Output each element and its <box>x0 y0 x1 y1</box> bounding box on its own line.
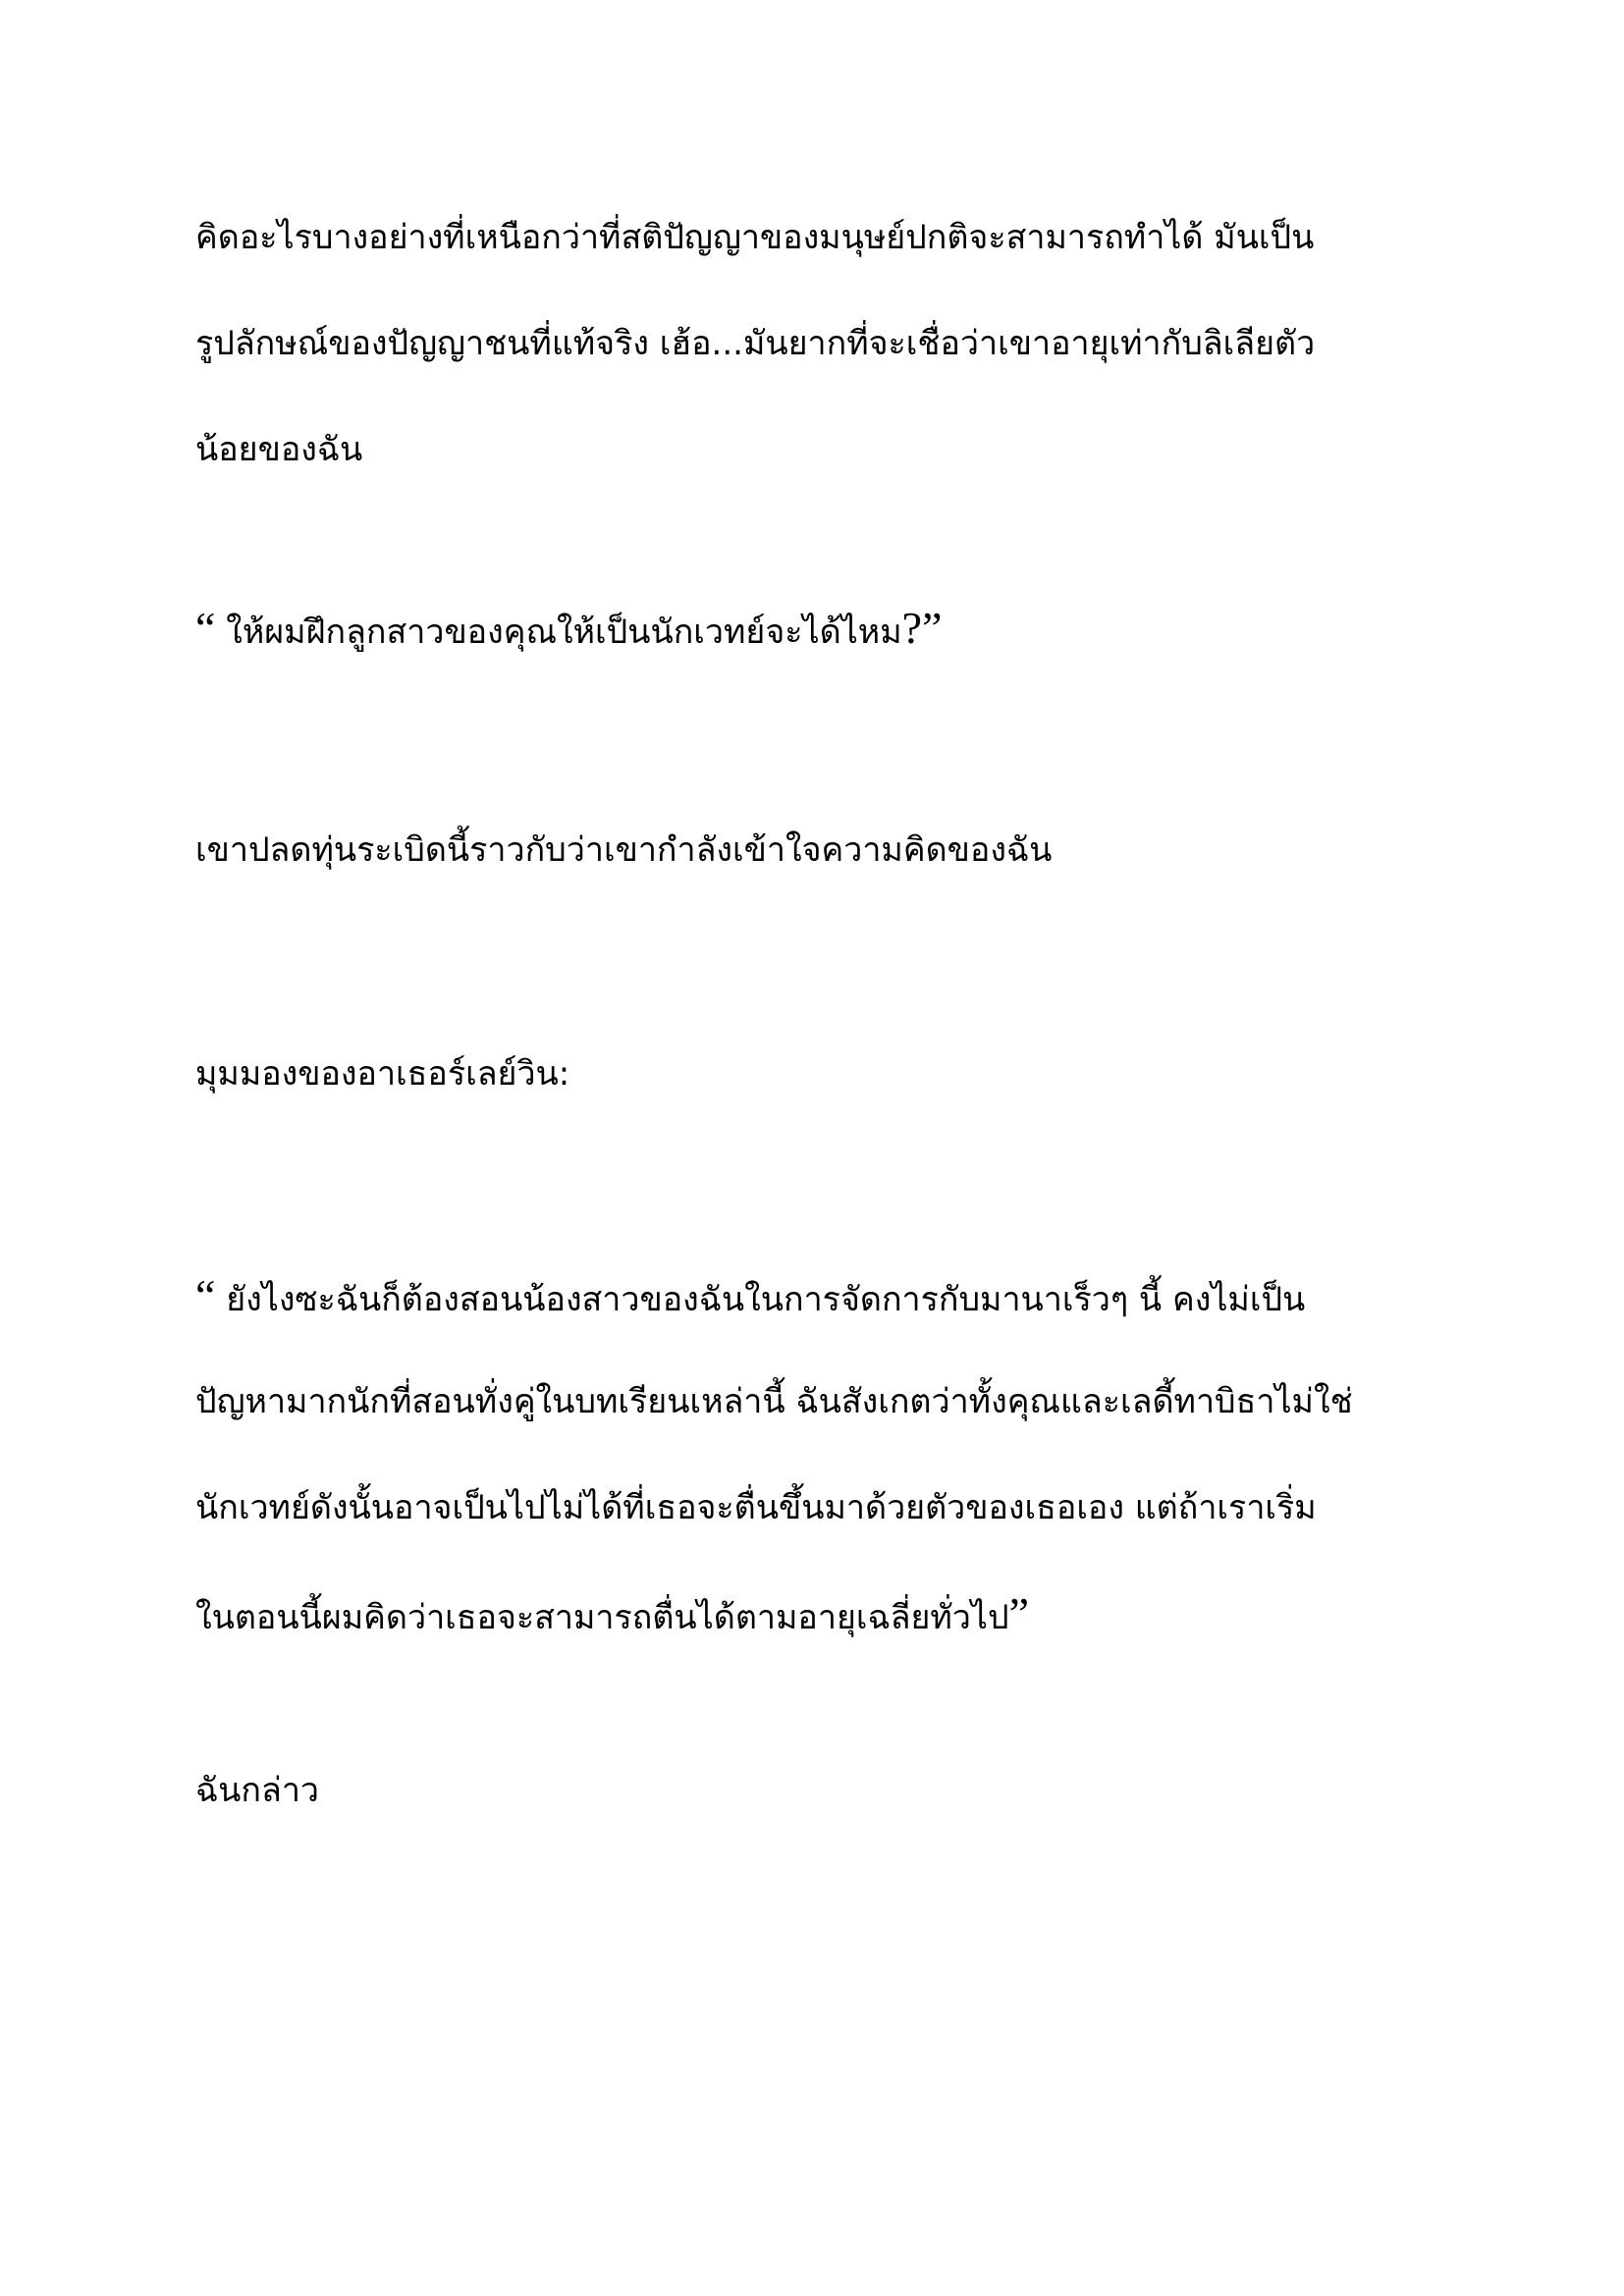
dialogue-text: ให้ผมฝึกลูกสาวของคุณให้เป็นนักเวทย์จะได้ไหม <box>215 613 902 652</box>
text-line: รูปลักษณ์ของปัญญาชนที่แท้จริง เฮ้อ...มันยากที่จะเชื่อว่าเขาอายุเท่ากับลิเลียตัว <box>195 324 1316 363</box>
dialogue-paragraph <box>195 1243 1433 1667</box>
close-quote: ?” <box>901 603 943 653</box>
open-quote: “ <box>195 1270 216 1320</box>
open-quote: “ <box>195 603 216 653</box>
dialogue-text: ในตอนนี้ผมคิดว่าเธอจะสามารถตื่นได้ตามอายุเฉลี่ยทั่วไป <box>195 1598 1009 1637</box>
text-line: นักเวทย์ดังนั้นอาจเป็นไปไม่ได้ที่เธอจะตื่นขึ้นมาด้วยตัวของเธอเอง แต่ถ้าเราเริ่ม <box>195 1488 1317 1527</box>
text-line <box>195 1243 1433 1349</box>
narration-paragraph <box>195 185 1433 503</box>
text-line <box>195 1561 1433 1667</box>
narration-paragraph <box>195 1737 1433 1843</box>
narration-paragraph <box>195 797 1433 903</box>
text-line: ปัญหามากนักที่สอนทั่งคู่ในบทเรียนเหล่านี้ ฉันสังเกตว่าทั้งคุณและเลดี้ทาบิธาไม่ใช่ <box>195 1382 1353 1421</box>
text-line: น้อยของฉัน <box>195 430 363 469</box>
close-quote: ” <box>1008 1588 1030 1638</box>
text-line <box>195 575 1433 681</box>
text-line: เขาปลดทุ่นระเบิดนี้ราวกับว่าเขากำลังเข้าใจความคิดของฉัน <box>195 830 1053 870</box>
text-line: คิดอะไรบางอย่างที่เหนือกว่าที่สติปัญญาของมนุษย์ปกติจะสามารถทำได้ มันเป็น <box>195 218 1315 257</box>
text-line: มุมมองของอาเธอร์เลย์วิน: <box>195 1054 570 1094</box>
pov-heading <box>195 1021 1433 1127</box>
dialogue-paragraph <box>195 575 1433 681</box>
dialogue-text: ยังไงซะฉันก็ต้องสอนน้องสาวของฉันในการจัดการกับมานาเร็วๆ นี้ คงไม่เป็น <box>215 1280 1306 1319</box>
text-line: ฉันกล่าว <box>195 1771 320 1810</box>
